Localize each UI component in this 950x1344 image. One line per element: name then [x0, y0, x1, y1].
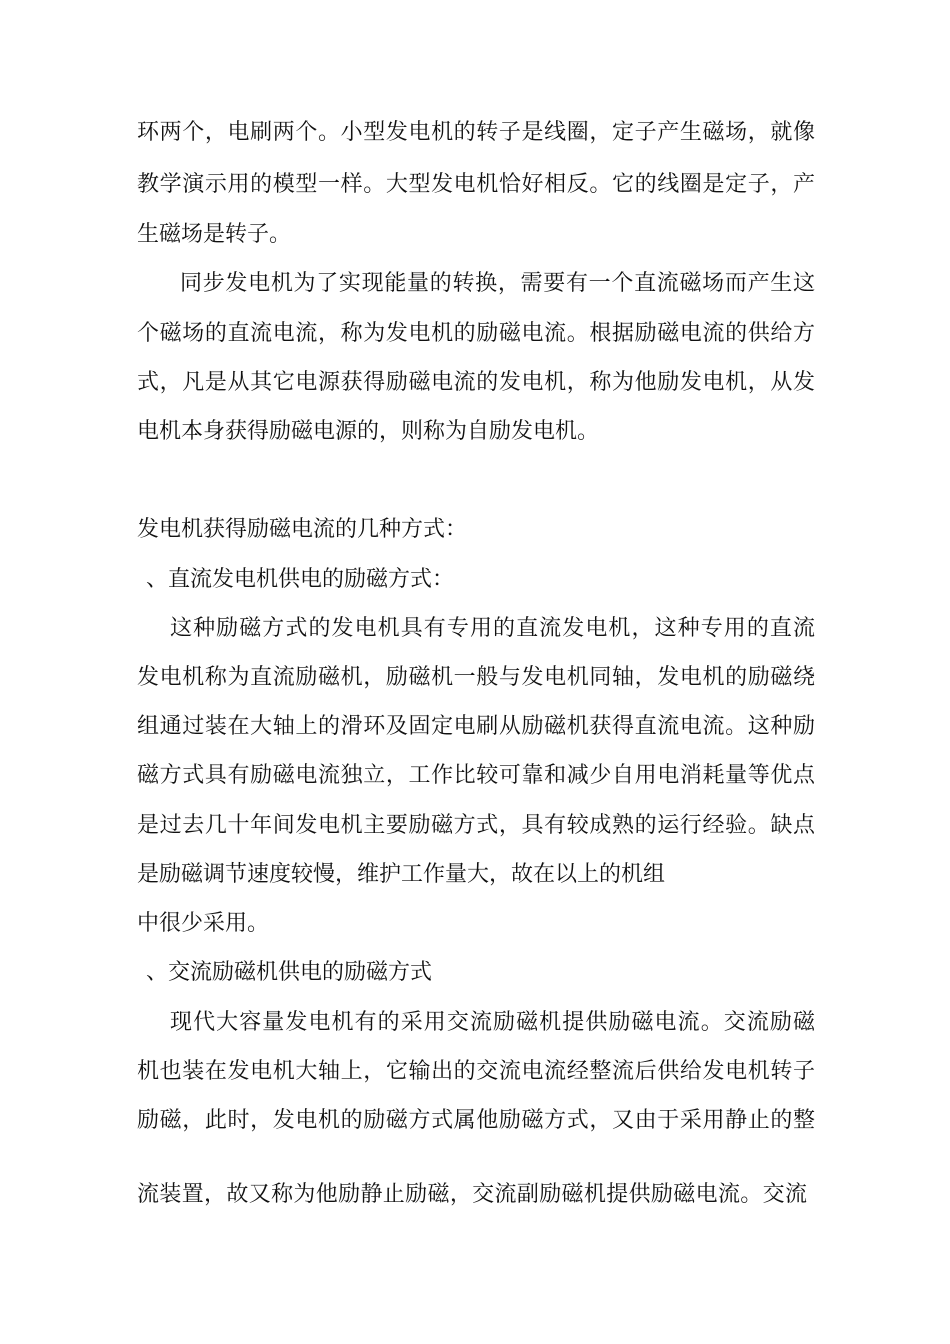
text-line: 式，凡是从其它电源获得励磁电流的发电机，称为他励发电机，从发: [137, 370, 815, 395]
text-line: 机也装在发电机大轴上，它输出的交流电流经整流后供给发电机转子: [137, 1059, 815, 1084]
text-line: 电机本身获得励磁电源的，则称为自励发电机。: [137, 419, 600, 444]
text-line: 发电机称为直流励磁机，励磁机一般与发电机同轴，发电机的励磁绕: [137, 665, 815, 690]
text-line: 是励磁调节速度较慢，维护工作量大，故在以上的机组: [137, 862, 666, 887]
text-line: 流装置，故又称为他励静止励磁，交流副励磁机提供励磁电流。交流: [137, 1182, 807, 1207]
text-line: 环两个，电刷两个。小型发电机的转子是线圈，定子产生磁场，就像: [137, 120, 815, 145]
text-line: 教学演示用的模型一样。大型发电机恰好相反。它的线圈是定子，产: [137, 172, 815, 197]
paragraph-first-line: 同步发电机为了实现能量的转换，需要有一个直流磁场而产生这: [180, 271, 815, 296]
paragraph-first-line: 这种励磁方式的发电机具有专用的直流发电机，这种专用的直流: [170, 616, 815, 641]
subsection-heading: 、直流发电机供电的励磁方式：: [146, 567, 455, 592]
text-line: 磁方式具有励磁电流独立，工作比较可靠和减少自用电消耗量等优点: [137, 763, 815, 788]
text-line: 励磁，此时，发电机的励磁方式属他励磁方式，又由于采用静止的整: [137, 1108, 815, 1133]
subsection-heading: 、交流励磁机供电的励磁方式: [146, 960, 433, 985]
paragraph-first-line: 现代大容量发电机有的采用交流励磁机提供励磁电流。交流励磁: [170, 1010, 815, 1035]
section-heading: 发电机获得励磁电流的几种方式：: [137, 517, 468, 542]
text-line: 中很少采用。: [137, 911, 270, 936]
text-line: 生磁场是转子。: [137, 222, 292, 247]
text-line: 组通过装在大轴上的滑环及固定电刷从励磁机获得直流电流。这种励: [137, 714, 815, 739]
text-line: 是过去几十年间发电机主要励磁方式，具有较成熟的运行经验。缺点: [137, 813, 815, 838]
text-line: 个磁场的直流电流，称为发电机的励磁电流。根据励磁电流的供给方: [137, 321, 815, 346]
